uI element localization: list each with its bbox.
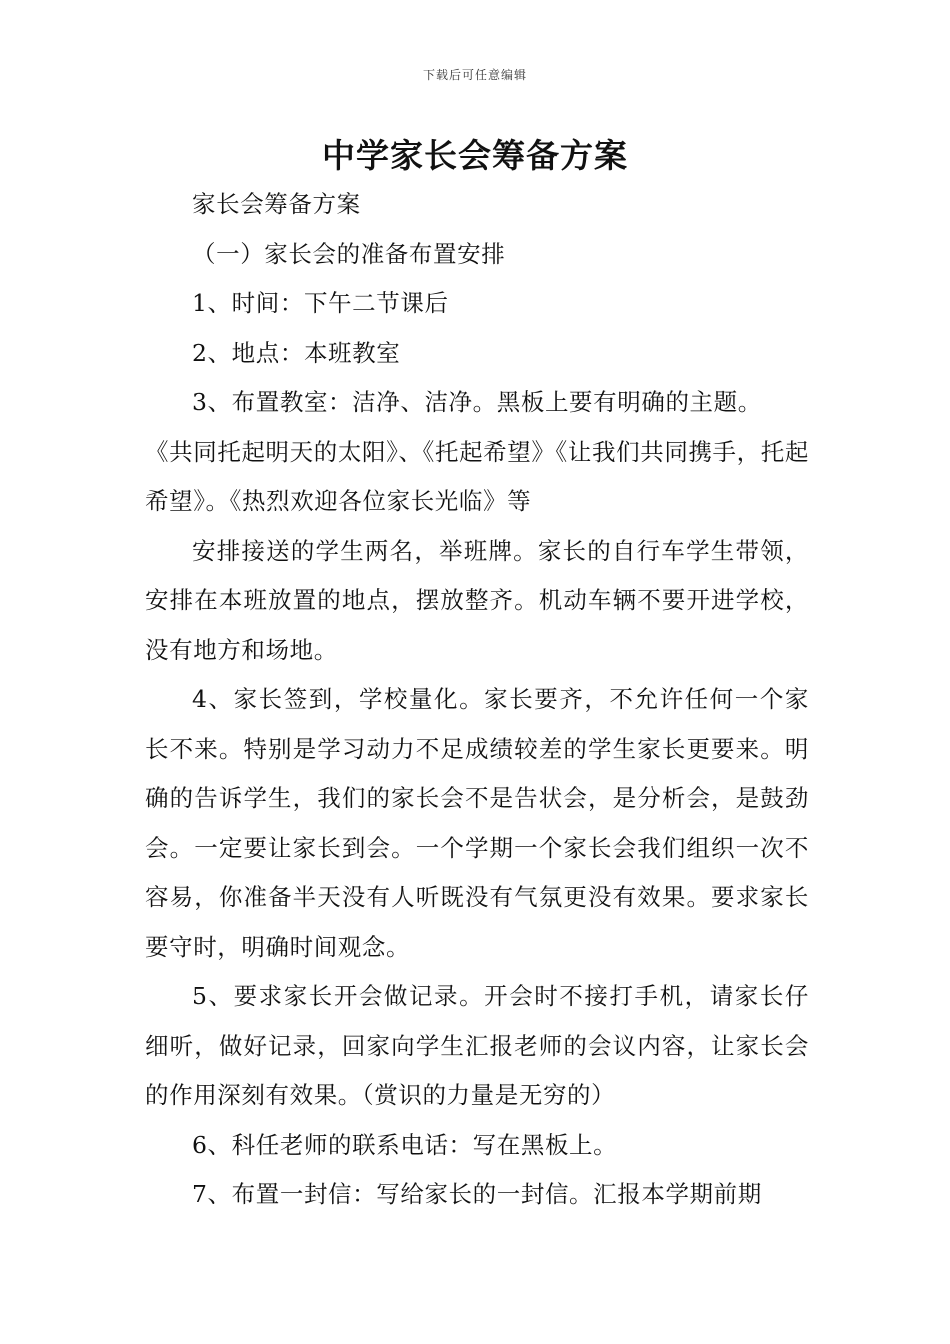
paragraph-item-7: 7、布置一封信：写给家长的一封信。汇报本学期前期 — [192, 1180, 762, 1208]
paragraph-escort: 安排接送的学生两名，举班牌。家长的自行车学生带领，安排在本班放置的地点，摆放整齐。机动车辆不要开进学校，没有地方和场地。 — [145, 536, 809, 664]
paragraph-item-2: 2、地点：本班教室 — [192, 338, 401, 367]
paragraph-subtitle: 家长会筹备方案 — [192, 190, 361, 218]
document-title: 中学家长会筹备方案 — [322, 136, 628, 175]
paragraph-item-3: 3、布置教室：洁净、洁净。黑板上要有明确的主题。 — [192, 388, 762, 416]
document-body — [145, 180, 809, 1220]
paragraph-item-5: 5、要求家长开会做记录。开会时不接打手机，请家长仔细听，做好记录，回家向学生汇报老师的会议内容，让家长会的作用深刻有效果。（赏识的力量是无穷的） — [145, 982, 809, 1109]
header-note: 下载后可任意编辑 — [422, 68, 527, 82]
paragraph-item-4: 4、家长签到，学校量化。家长要齐，不允许任何一个家长不来。特别是学习动力不足成绩较差的学生家长更要来。明确的告诉学生，我们的家长会不是告状会，是分析会，是鼓劲会。一定要让家长到会。一个学期一个家长会我们组织一次不容易，你准备半天没有人听既没有气氛更没有效果。要求家长要守时，明确时间观念。 — [145, 685, 809, 961]
paragraph-item-3-continued: 《共同托起明天的太阳》、《托起希望》《让我们共同携手，托起希望》。《热烈欢迎各位家长光临》等 — [145, 437, 809, 515]
paragraph-section-heading: （一）家长会的准备布置安排 — [192, 239, 506, 268]
paragraph-item-1: 1、时间：下午二节课后 — [192, 289, 449, 317]
paragraph-item-6: 6、科任老师的联系电话：写在黑板上。 — [192, 1130, 618, 1159]
